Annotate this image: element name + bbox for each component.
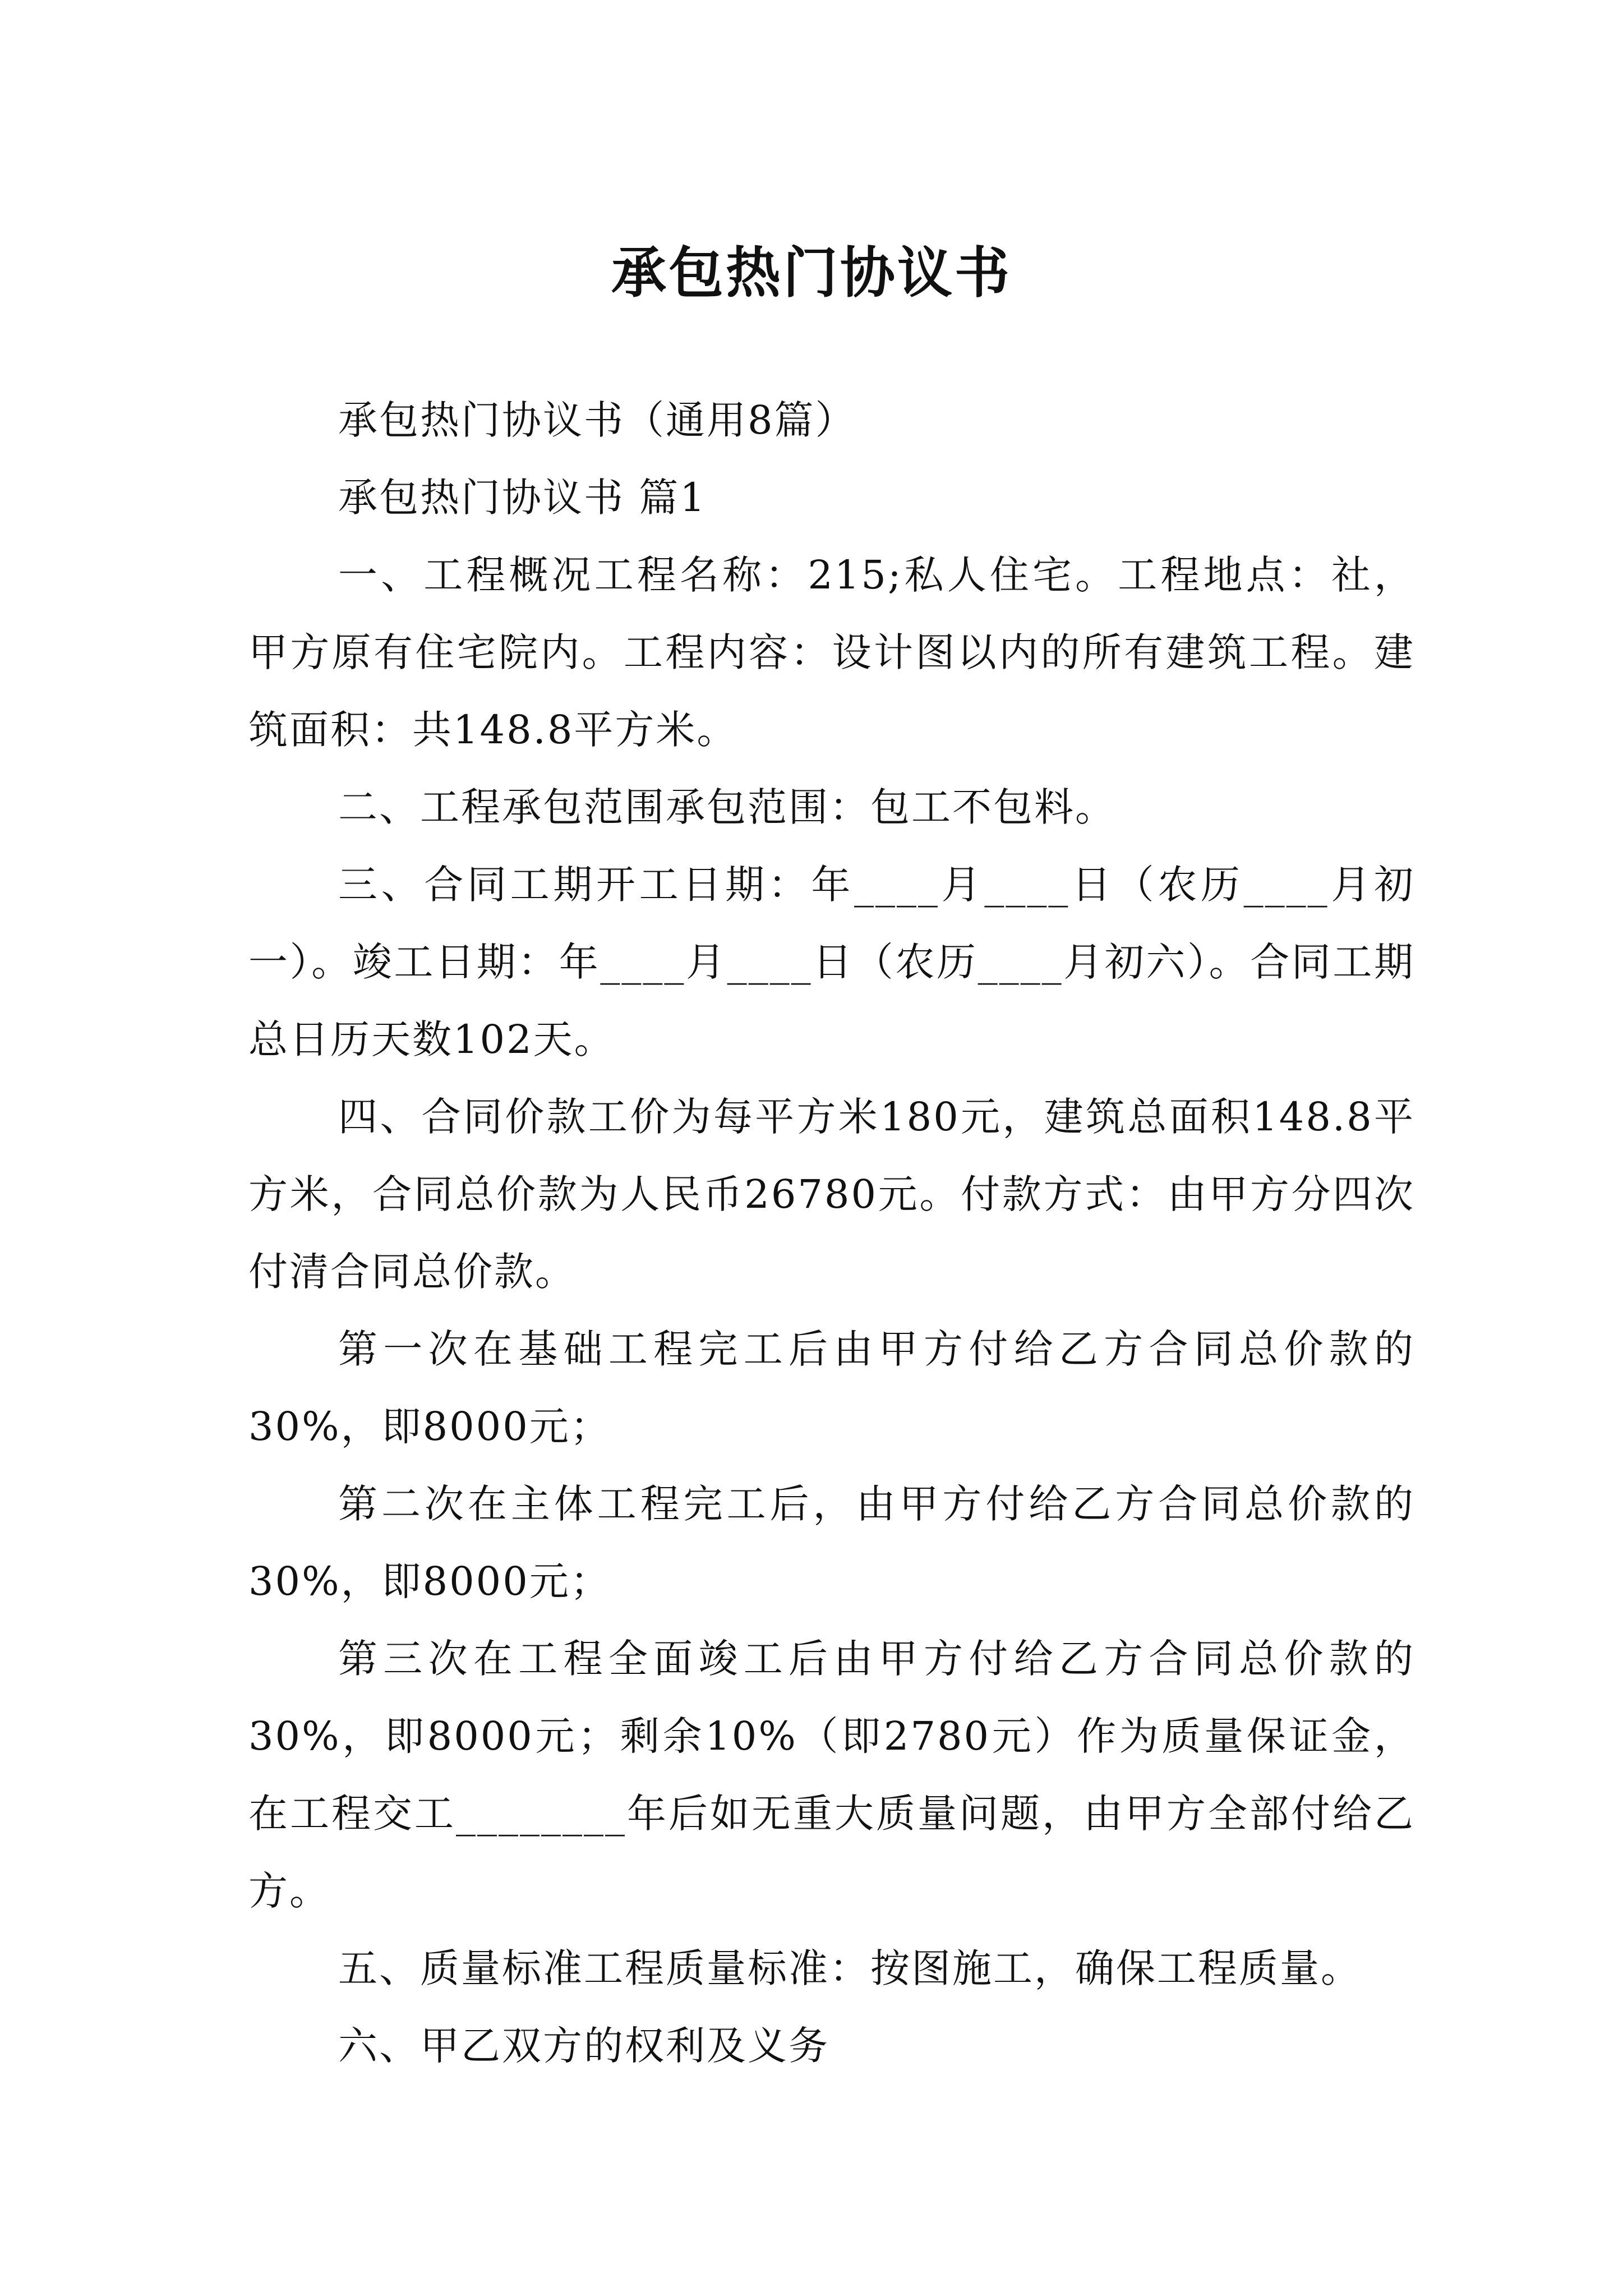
second-payment-paragraph: 第二次在主体工程完工后，由甲方付给乙方合同总价款的30%，即8000元； (248, 1481, 1415, 1604)
project-overview-paragraph: 一、工程概况工程名称：215;私人住宅。工程地点：社，甲方原有住宅院内。工程内容：设计图以内的所有建筑工程。建筑面积：共148.8平方米。 (248, 552, 1415, 753)
contract-period-paragraph: 三、合同工期开工日期：年____月____日（农历____月初一）。竣工日期：年____月____日（农历____月初六）。合同工期总日历天数102天。 (248, 862, 1415, 1062)
section-heading: 承包热门协议书 篇1 (338, 475, 707, 521)
third-payment-paragraph: 第三次在工程全面竣工后由甲方付给乙方合同总价款的30%，即8000元；剩余10%（即2780元）作为质量保证金，在工程交工________年后如无重大质量问题，由甲方全部付给乙方。 (248, 1636, 1415, 1914)
subtitle-paragraph: 承包热门协议书（通用8篇） (338, 397, 856, 443)
rights-obligations-heading: 六、甲乙双方的权利及义务 (338, 2023, 829, 2069)
quality-standard-paragraph: 五、质量标准工程质量标准：按图施工，确保工程质量。 (338, 1945, 1362, 1991)
contract-price-paragraph: 四、合同价款工价为每平方米180元，建筑总面积148.8平方米，合同总价款为人民币26780元。付款方式：由甲方分四次付清合同总价款。 (248, 1094, 1415, 1295)
document-title: 承包热门协议书 (611, 240, 1012, 305)
first-payment-paragraph: 第一次在基础工程完工后由甲方付给乙方合同总价款的30%，即8000元； (248, 1326, 1415, 1450)
document-body (248, 381, 1415, 2085)
contract-scope-paragraph: 二、工程承包范围承包范围：包工不包料。 (338, 784, 1116, 830)
